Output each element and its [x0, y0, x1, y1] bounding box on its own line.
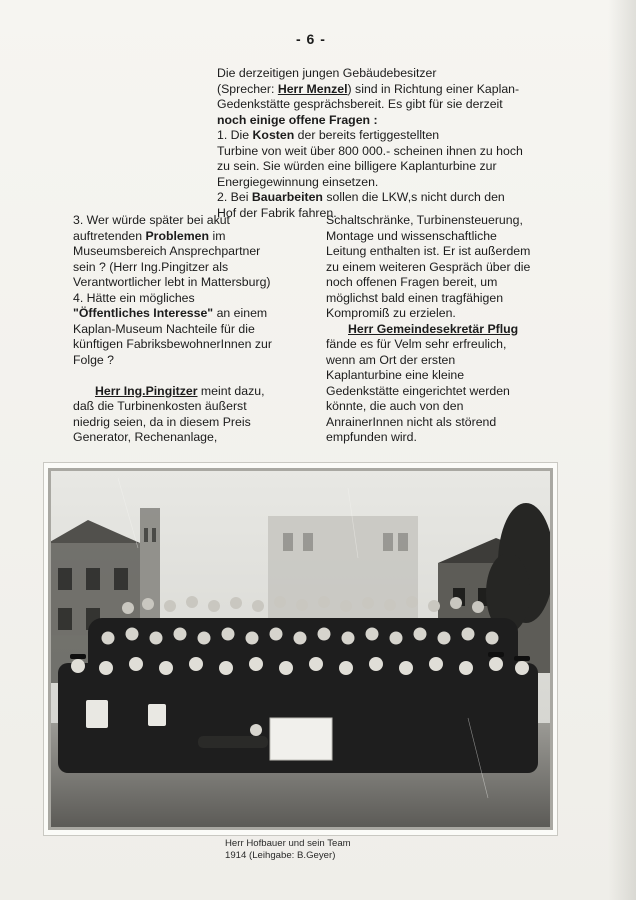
speaker-name: Herr Gemeindesekretär Pflug: [348, 321, 519, 336]
text-line: Schaltschränke, Turbinensteuerung,: [326, 213, 523, 227]
text-line: Montage und wissenschaftliche: [326, 228, 497, 243]
text-line: Kompromiß zu erzielen.: [326, 306, 456, 320]
text-line: [217, 190, 547, 206]
text-line: künftigen FabriksbewohnerInnen zur: [73, 337, 272, 351]
text-span: meint dazu,: [197, 383, 265, 398]
text-line: fände es für Velm sehr erfreulich,: [326, 337, 507, 351]
text-span: (Sprecher:: [217, 81, 278, 96]
text-line: Hof der Fabrik fahren.: [217, 205, 337, 220]
text-line: Folge ?: [73, 352, 115, 367]
page-number: - 6 -: [296, 31, 326, 47]
text-line: zu sein. Sie würden eine billigere Kaplanturbine zur: [217, 159, 497, 173]
text-line: noch offenen Fragen bereit, um: [326, 275, 498, 289]
text-line: Kaplan-Museum Nachteile für die: [73, 321, 255, 336]
caption-line: Herr Hofbauer und sein Team: [225, 838, 351, 849]
text-span: sollen die LKW,s nicht durch den: [322, 190, 505, 204]
text-line: Museumsbereich Ansprechpartner: [73, 244, 261, 258]
text-line: Leitung enthalten ist. Er ist außerdem: [326, 244, 531, 258]
page-edge-shadow: [608, 0, 636, 900]
text-line: wenn am Ort der ersten: [326, 352, 456, 367]
text-line: Die derzeitigen jungen Gebäudebesitzer: [217, 66, 437, 80]
text-line: Turbine von weit über 800 000.- scheinen ihnen zu hoch: [217, 143, 523, 158]
paragraph-gap: [73, 368, 318, 384]
text-line: zu einem weiteren Gespräch über die: [326, 259, 531, 274]
text-line: [73, 384, 318, 400]
photo-caption: [225, 838, 405, 862]
text-line: [326, 322, 550, 338]
bold-term: Bauarbeiten: [251, 190, 323, 204]
text-line: AnrainerInnen nicht als störend: [326, 414, 497, 429]
text-line: möglichst bald einen tragfähigen: [326, 290, 504, 305]
speaker-name: Herr Ing.Pingitzer: [95, 383, 198, 398]
text-line: Generator, Rechenanlage,: [73, 430, 218, 444]
text-line: [73, 229, 318, 245]
text-span: der bereits fertiggestellten: [294, 128, 440, 142]
speaker-name: Herr Menzel: [277, 81, 348, 96]
text-line: sein ? (Herr Ing.Pingitzer als: [73, 259, 229, 274]
text-line: empfunden wird.: [326, 430, 417, 444]
bold-term: "Öffentliches Interesse": [73, 306, 214, 320]
left-column: [73, 213, 318, 446]
text-span: auftretenden: [73, 228, 146, 243]
text-line: Gedenkstätte eingerichtet werden: [326, 383, 510, 398]
text-span: an einem: [213, 306, 268, 320]
text-line: noch einige offene Fragen :: [217, 112, 378, 127]
text-span: ) sind in Richtung einer Kaplan-: [347, 81, 520, 96]
bold-term: Kosten: [252, 128, 295, 142]
central-placard: [270, 718, 332, 760]
historic-group-photo: [48, 468, 553, 830]
text-line: Verantwortlicher lebt in Mattersburg): [73, 275, 271, 289]
text-span: 2. Bei: [217, 190, 252, 204]
text-line: [73, 306, 318, 322]
text-line: 3. Wer würde später bei akut: [73, 213, 230, 227]
text-span: im: [209, 228, 226, 243]
right-column: [326, 213, 550, 446]
text-line: könnte, die auch von den: [326, 399, 464, 413]
text-span: 1. Die: [217, 128, 253, 142]
caption-line: 1914 (Leihgabe: B.Geyer): [225, 850, 336, 861]
text-line: Kaplanturbine eine kleine: [326, 368, 465, 382]
text-line: [217, 128, 547, 144]
text-line: Gedenkstätte gesprächsbereit. Es gibt für sie derzeit: [217, 97, 503, 111]
text-line: niedrig seien, da in diesem Preis: [73, 414, 251, 429]
text-line: Energiegewinnung einsetzen.: [217, 174, 379, 189]
group-photo-illustration: [48, 468, 553, 830]
bold-term: Problemen: [145, 228, 210, 243]
intro-paragraph: [217, 66, 547, 221]
text-line: daß die Turbinenkosten äußerst: [73, 399, 247, 413]
text-line: 4. Hätte ein mögliches: [73, 290, 195, 305]
text-line: [217, 82, 547, 98]
